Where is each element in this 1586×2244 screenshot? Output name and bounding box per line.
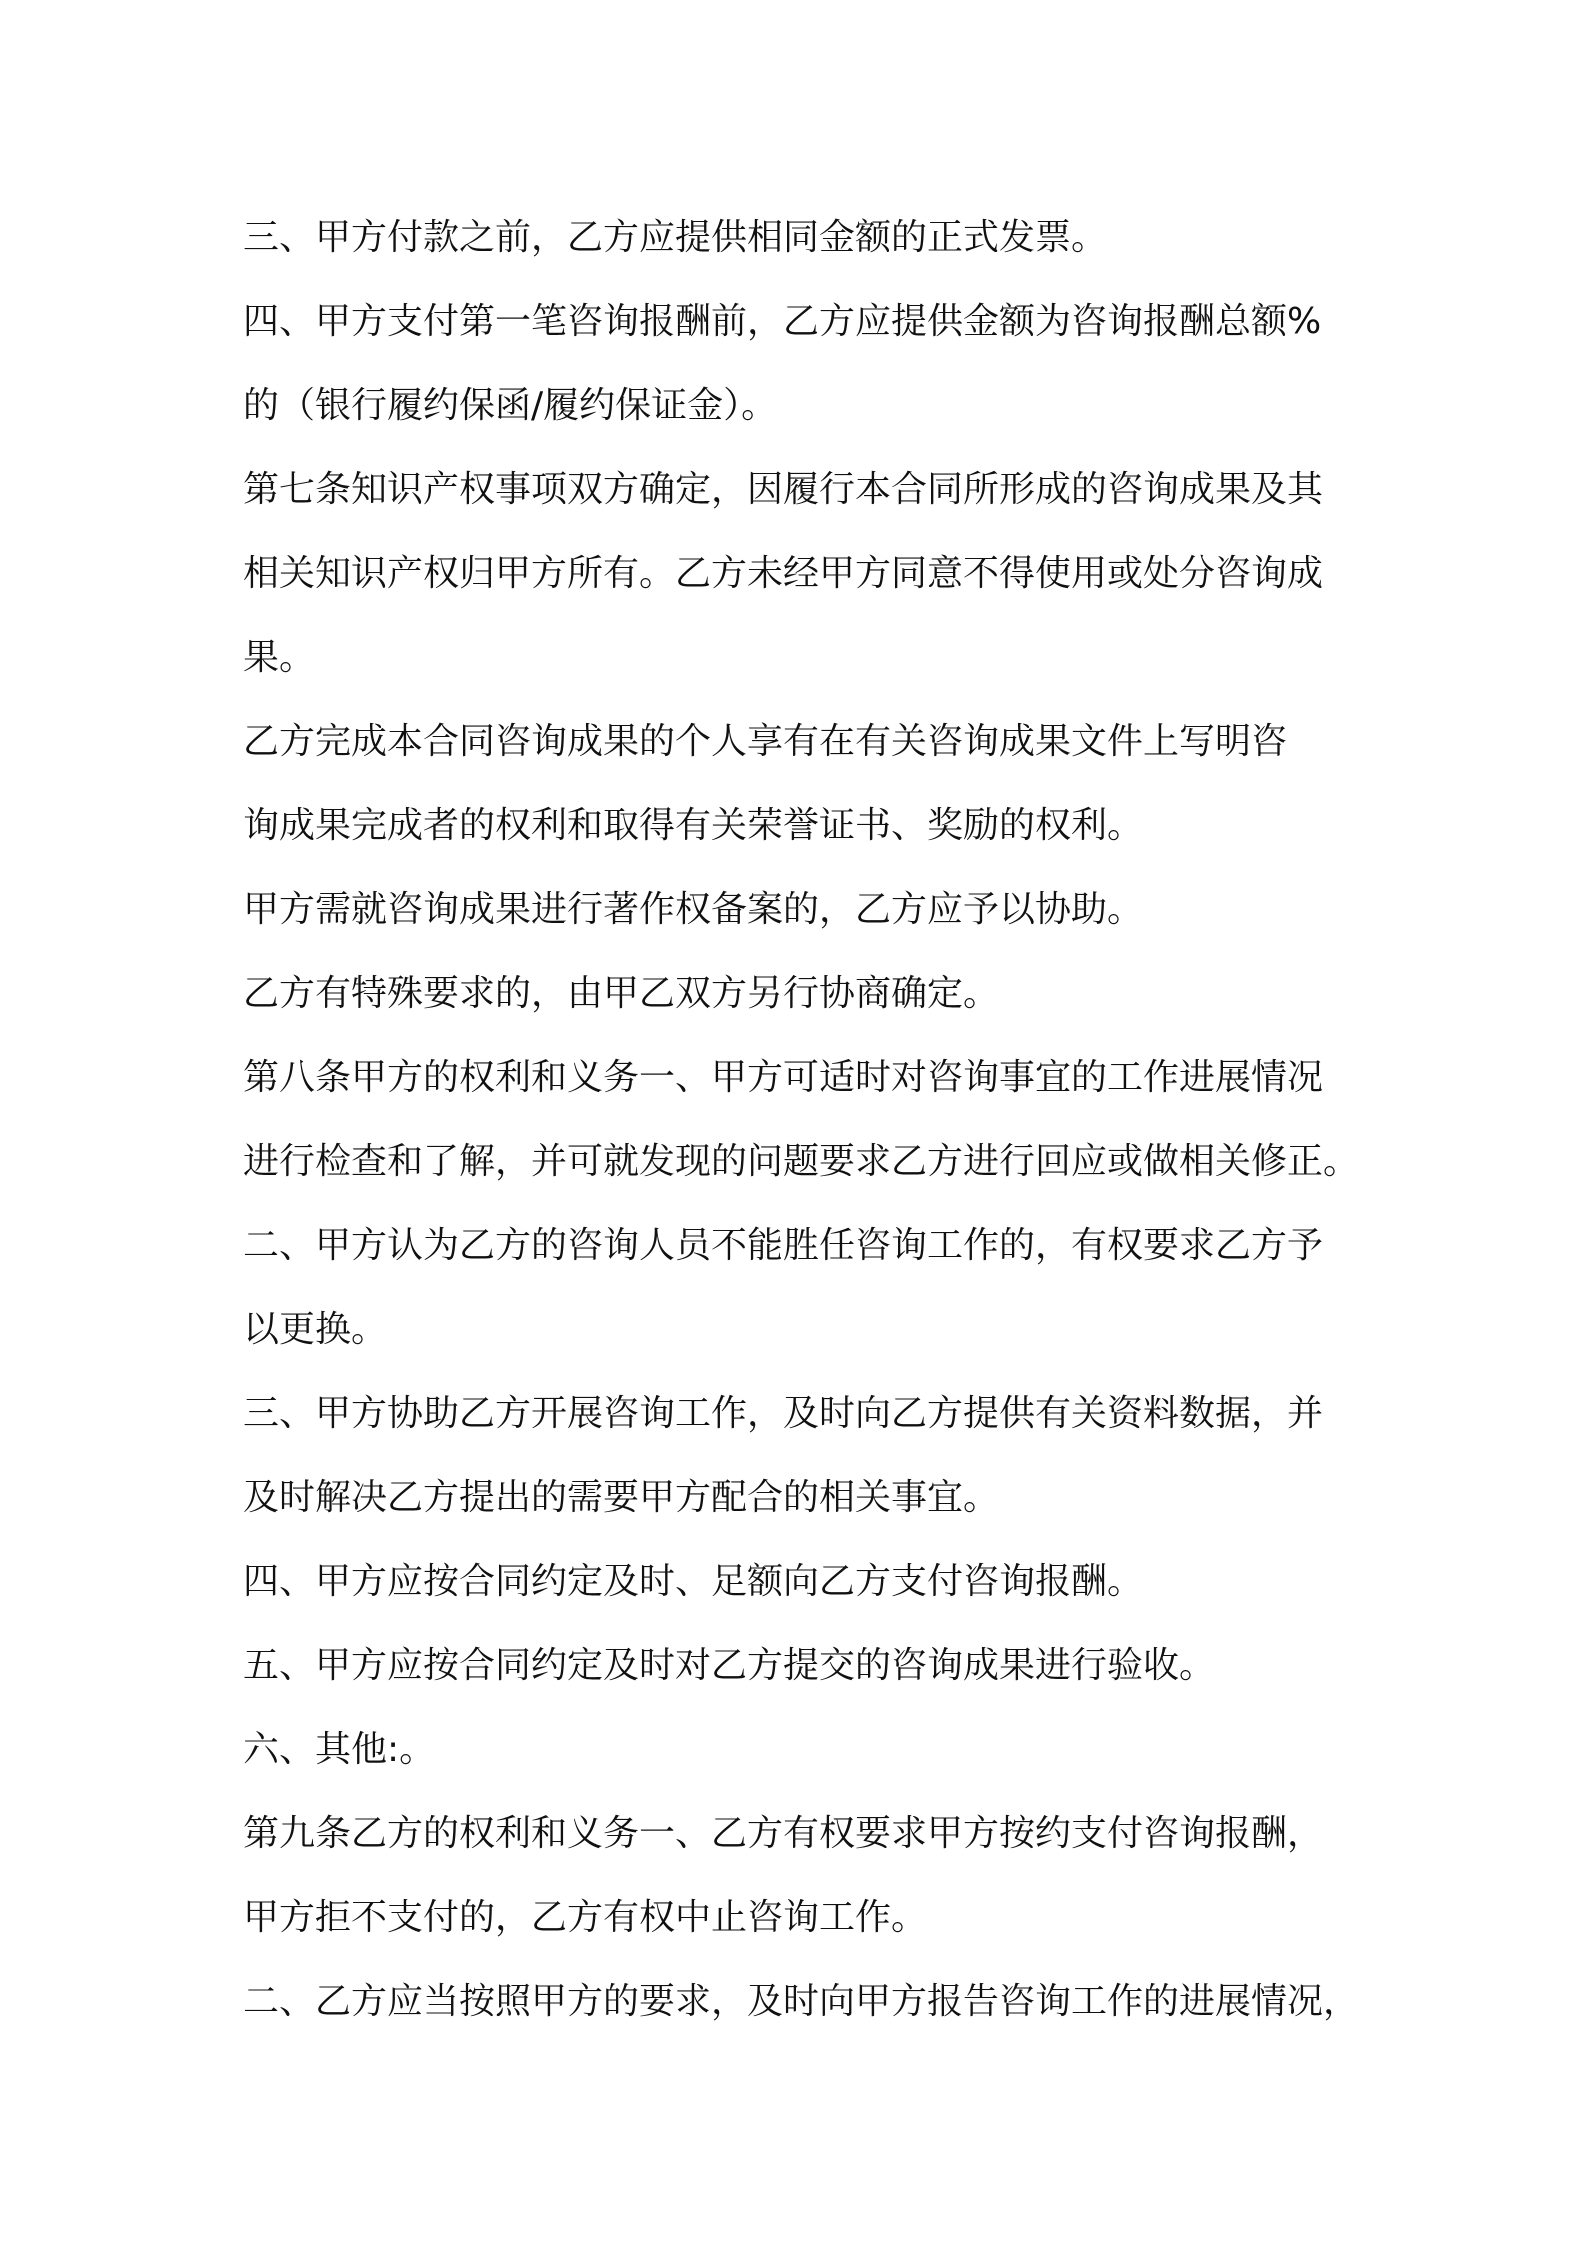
- contract-text: [243, 196, 1373, 2044]
- text-line: 的（银行履约保函/履约保证金）。: [243, 385, 778, 426]
- text-line: 六、其他:。: [243, 1729, 436, 1770]
- text-line: 五、甲方应按合同约定及时对乙方提交的咨询成果进行验收。: [243, 1645, 1216, 1686]
- text-line: 二、甲方认为乙方的咨询人员不能胜任咨询工作的，有权要求乙方予: [243, 1225, 1324, 1266]
- text-line: 以更换。: [243, 1309, 388, 1350]
- text-line: 第八条甲方的权利和义务一、甲方可适时对咨询事宜的工作进展情况: [243, 1057, 1324, 1098]
- text-line: 四、甲方支付第一笔咨询报酬前，乙方应提供金额为咨询报酬总额%: [243, 301, 1322, 342]
- text-line: 果。: [243, 637, 316, 678]
- text-line: 甲方需就咨询成果进行著作权备案的，乙方应予以协助。: [243, 889, 1144, 930]
- text-line: 四、甲方应按合同约定及时、足额向乙方支付咨询报酬。: [243, 1561, 1144, 1602]
- text-line: 二、乙方应当按照甲方的要求，及时向甲方报告咨询工作的进展情况，: [243, 1981, 1360, 2022]
- text-line: 及时解决乙方提出的需要甲方配合的相关事宜。: [243, 1477, 1000, 1518]
- text-line: 三、甲方协助乙方开展咨询工作，及时向乙方提供有关资料数据，并: [243, 1393, 1324, 1434]
- text-line: 三、甲方付款之前，乙方应提供相同金额的正式发票。: [243, 217, 1108, 258]
- text-line: 乙方有特殊要求的，由甲乙双方另行协商确定。: [243, 973, 1000, 1014]
- text-line: 询成果完成者的权利和取得有关荣誉证书、奖励的权利。: [243, 805, 1144, 846]
- text-line: 乙方完成本合同咨询成果的个人享有在有关咨询成果文件上写明咨: [243, 721, 1288, 762]
- text-line: 相关知识产权归甲方所有。乙方未经甲方同意不得使用或处分咨询成: [243, 553, 1324, 594]
- text-line: 甲方拒不支付的，乙方有权中止咨询工作。: [243, 1897, 928, 1938]
- text-line: 第九条乙方的权利和义务一、乙方有权要求甲方按约支付咨询报酬，: [243, 1813, 1324, 1854]
- text-line: 第七条知识产权事项双方确定，因履行本合同所形成的咨询成果及其: [243, 469, 1324, 510]
- text-line: 进行检查和了解，并可就发现的问题要求乙方进行回应或做相关修正。: [243, 1141, 1360, 1182]
